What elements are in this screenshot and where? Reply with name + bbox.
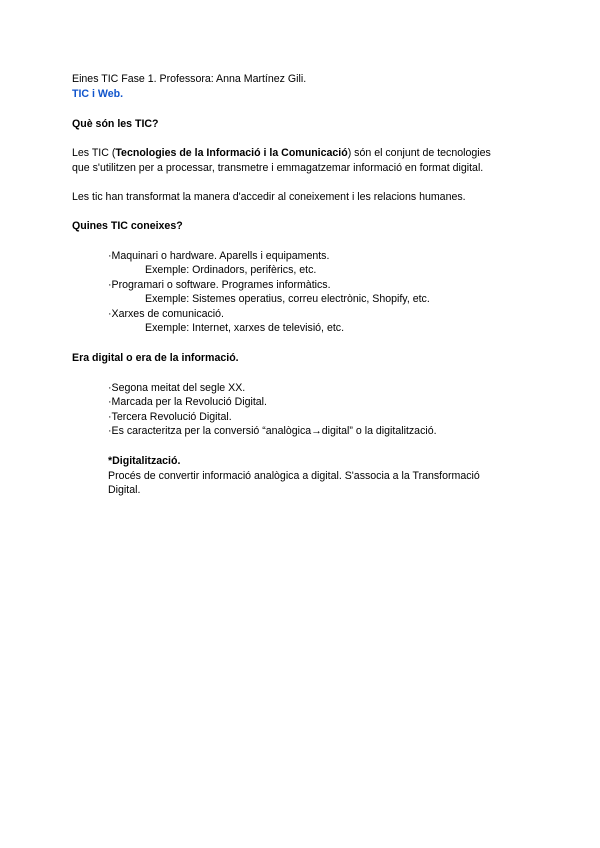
tic-impact-paragraph: Les tic han transformat la manera d'accedir al coneixement i les relacions humanes. — [72, 191, 466, 203]
heading-era-digital: Era digital o era de la informació. — [72, 352, 239, 364]
list-item-hardware: ·Maquinari o hardware. Aparells i equipaments. — [108, 250, 330, 262]
topic-title: TIC i Web. — [72, 88, 124, 100]
era-item-2: ·Marcada per la Revolució Digital. — [108, 396, 267, 408]
tic-definition-line2: que s'utilitzen per a processar, transmetre i emmagatzemar informació en format digital. — [72, 162, 484, 174]
note-text-line1: Procés de convertir informació analògica a digital. S'associa a la Transformació — [108, 470, 480, 482]
tic-definition-line1 — [72, 146, 491, 161]
course-line: Eines TIC Fase 1. Professora: Anna Martínez Gili. — [72, 73, 307, 85]
list-example-hardware: Exemple: Ordinadors, perifèrics, etc. — [145, 264, 317, 276]
list-item-networks: ·Xarxes de comunicació. — [108, 308, 224, 320]
note-title-digitalitzacio: *Digitalització. — [108, 455, 181, 467]
era-item-3: ·Tercera Revolució Digital. — [108, 411, 232, 423]
note-text-line2: Digital. — [108, 484, 141, 496]
definition-prefix: Les TIC ( — [72, 147, 116, 159]
list-example-software: Exemple: Sistemes operatius, correu electrònic, Shopify, etc. — [145, 293, 430, 305]
list-item-software: ·Programari o software. Programes informàtics. — [108, 279, 331, 291]
definition-suffix: ) són el conjunt de tecnologies — [347, 147, 491, 159]
era-item-1: ·Segona meitat del segle XX. — [108, 382, 246, 394]
heading-quines-tic: Quines TIC coneixes? — [72, 220, 183, 232]
era-item-4: ·Es caracteritza per la conversió “analògica→digital” o la digitalització. — [108, 425, 437, 437]
definition-bold-term: Tecnologies de la Informació i la Comunicació — [115, 147, 348, 159]
list-example-networks: Exemple: Internet, xarxes de televisió, etc. — [145, 322, 345, 334]
heading-que-son-tic: Què són les TIC? — [72, 118, 159, 130]
